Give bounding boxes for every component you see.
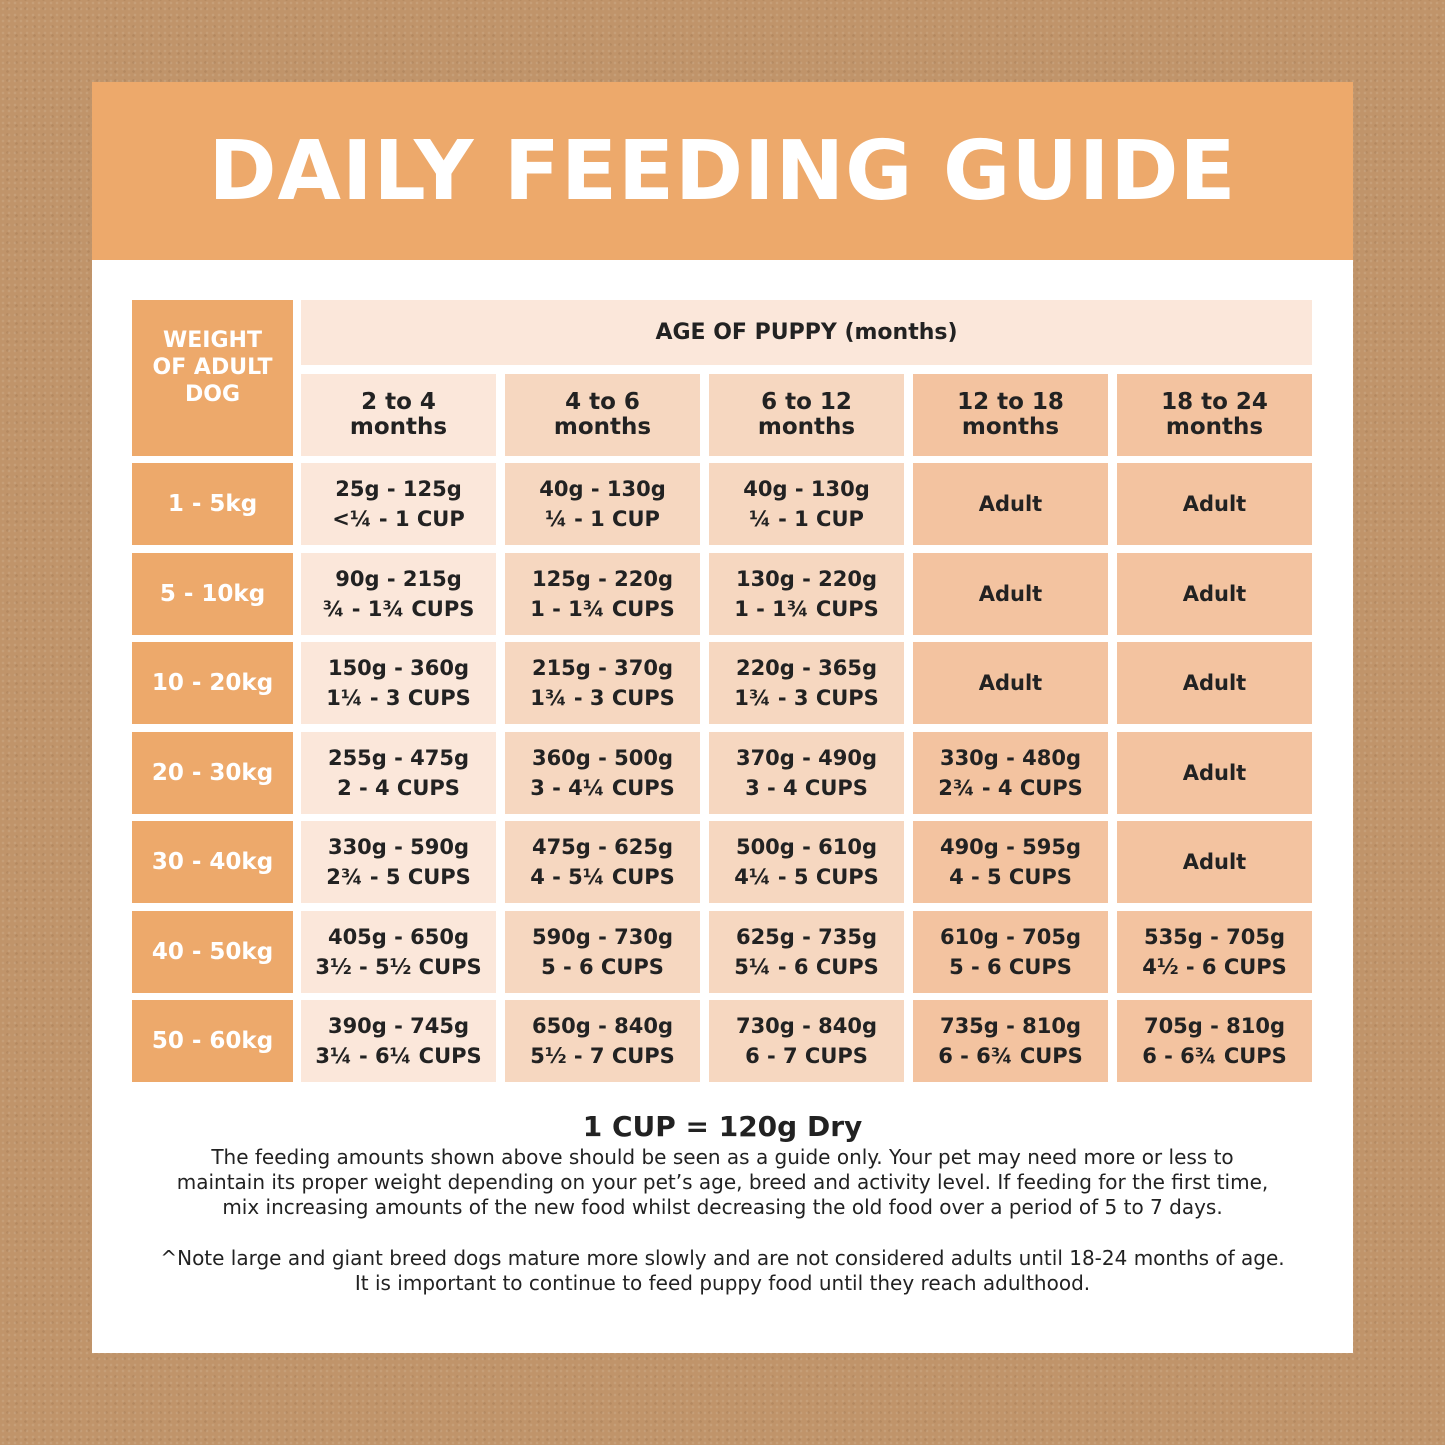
guide-text — [122, 1145, 1323, 1220]
table-cell-line: 2¾ - 5 CUPS — [326, 865, 471, 889]
table-cell-line: 2¾ - 4 CUPS — [938, 776, 1083, 800]
table-cell — [505, 1000, 700, 1082]
feeding-guide-card — [92, 82, 1353, 1353]
table-cell — [301, 553, 496, 635]
row-header-weight: 50 - 60kg — [132, 1000, 293, 1082]
table-cell-line: 125g - 220g — [531, 567, 674, 591]
table-cell-line: 4½ - 6 CUPS — [1142, 955, 1287, 979]
weight-header-line: WEIGHT — [163, 327, 262, 353]
table-cell-line: 215g - 370g — [531, 656, 674, 680]
table-cell — [301, 821, 496, 903]
column-header-line: 18 to 24 — [1161, 389, 1268, 415]
table-cell — [505, 911, 700, 993]
table-cell — [505, 553, 700, 635]
table-cell — [913, 911, 1108, 993]
table-cell-line: Adult — [1182, 850, 1247, 874]
table-cell — [1117, 732, 1312, 814]
table-cell-line: 6 - 6¾ CUPS — [938, 1044, 1083, 1068]
table-cell-line: 330g - 480g — [939, 746, 1082, 770]
table-cell — [709, 642, 904, 724]
age-header — [301, 300, 1312, 365]
guide-line: maintain its proper weight depending on your pet’s age, breed and activity level. If feeding for the first time, — [176, 1170, 1269, 1194]
table-cell-line: 4¼ - 5 CUPS — [734, 865, 879, 889]
column-header-line: 12 to 18 — [957, 389, 1064, 415]
table-cell-line: ¾ - 1¾ CUPS — [322, 597, 475, 621]
table-cell-line: 730g - 840g — [735, 1014, 878, 1038]
note-line: ^Note large and giant breed dogs mature more slowly and are not considered adults until 18-24 months of age. — [160, 1246, 1285, 1270]
table-cell-line: 590g - 730g — [531, 925, 674, 949]
table-cell-line: 5 - 6 CUPS — [949, 955, 1072, 979]
table-cell-line: 150g - 360g — [327, 656, 470, 680]
table-cell-line: 40g - 130g — [743, 477, 870, 501]
table-cell — [1117, 911, 1312, 993]
table-cell — [1117, 642, 1312, 724]
table-cell-line: Adult — [1182, 492, 1247, 516]
table-cell — [1117, 463, 1312, 545]
table-cell-line: 6 - 7 CUPS — [745, 1044, 868, 1068]
table-cell — [709, 553, 904, 635]
table-cell-line: 390g - 745g — [327, 1014, 470, 1038]
row-header-weight: 10 - 20kg — [132, 642, 293, 724]
table-cell — [1117, 553, 1312, 635]
table-cell-line: 1¾ - 3 CUPS — [530, 686, 675, 710]
table-cell-line: Adult — [1182, 671, 1247, 695]
cup-conversion: 1 CUP = 120g Dry — [582, 1110, 863, 1143]
table-cell-line: 5¼ - 6 CUPS — [734, 955, 879, 979]
table-cell-line: 3½ - 5½ CUPS — [315, 955, 482, 979]
column-header-line: months — [961, 414, 1060, 440]
note-line: It is important to continue to feed puppy food until they reach adulthood. — [354, 1271, 1091, 1295]
row-header-weight: 5 - 10kg — [132, 553, 293, 635]
table-cell — [913, 553, 1108, 635]
column-header-line: months — [757, 414, 856, 440]
column-header-line: 4 to 6 — [565, 389, 640, 415]
table-cell-line: 735g - 810g — [939, 1014, 1082, 1038]
weight-header — [132, 300, 293, 456]
table-cell — [913, 821, 1108, 903]
weight-header-line: DOG — [184, 381, 241, 407]
table-cell — [301, 732, 496, 814]
table-cell — [913, 463, 1108, 545]
table-cell — [709, 732, 904, 814]
guide-line: The feeding amounts shown above should be seen as a guide only. Your pet may need more or less to — [211, 1145, 1234, 1169]
table-cell-line: 360g - 500g — [531, 746, 674, 770]
footer-notes — [92, 1109, 1353, 1296]
table-cell-line: Adult — [1182, 582, 1247, 606]
table-cell-line: ¼ - 1 CUP — [749, 507, 864, 531]
row-header-weight: 40 - 50kg — [132, 911, 293, 993]
table-cell — [301, 463, 496, 545]
table-cell-line: 255g - 475g — [327, 746, 470, 770]
table-cell-line: 3¼ - 6¼ CUPS — [315, 1044, 482, 1068]
table-cell-line: 6 - 6¾ CUPS — [1142, 1044, 1287, 1068]
column-header — [709, 374, 904, 456]
table-cell-line: 3 - 4¼ CUPS — [530, 776, 675, 800]
table-cell-line: Adult — [978, 671, 1043, 695]
table-cell — [1117, 1000, 1312, 1082]
table-cell-line: 1¾ - 3 CUPS — [734, 686, 879, 710]
table-cell-line: 705g - 810g — [1143, 1014, 1286, 1038]
table-cell-line: 90g - 215g — [335, 567, 462, 591]
table-cell-line: <¼ - 1 CUP — [332, 507, 465, 531]
table-cell-line: 500g - 610g — [735, 835, 878, 859]
page-title: DAILY FEEDING GUIDE — [208, 123, 1237, 219]
table-cell-line: 4 - 5 CUPS — [949, 865, 1072, 889]
table-cell-line: 1 - 1¾ CUPS — [734, 597, 879, 621]
table-cell-line: 25g - 125g — [335, 477, 462, 501]
table-cell — [913, 642, 1108, 724]
table-cell-line: 3 - 4 CUPS — [745, 776, 868, 800]
age-header-label: AGE OF PUPPY (months) — [655, 320, 958, 345]
column-header-line: months — [1165, 414, 1264, 440]
table-cell — [505, 732, 700, 814]
table-cell-line: ¼ - 1 CUP — [545, 507, 660, 531]
table-cell — [913, 1000, 1108, 1082]
table-cell-line: 130g - 220g — [735, 567, 878, 591]
table-cell-line: 2 - 4 CUPS — [337, 776, 460, 800]
table-cell — [301, 911, 496, 993]
table-cell-line: 5½ - 7 CUPS — [530, 1044, 675, 1068]
row-header-weight: 1 - 5kg — [132, 463, 293, 545]
column-header-line: 6 to 12 — [761, 389, 852, 415]
table-cell-line: 650g - 840g — [531, 1014, 674, 1038]
table-cell-line: Adult — [978, 492, 1043, 516]
weight-header-line: OF ADULT — [152, 354, 273, 380]
table-cell — [505, 642, 700, 724]
table-cell — [301, 642, 496, 724]
table-cell — [913, 732, 1108, 814]
table-cell-line: 475g - 625g — [531, 835, 674, 859]
row-header-weight: 30 - 40kg — [132, 821, 293, 903]
table-cell — [709, 1000, 904, 1082]
table-cell — [709, 821, 904, 903]
table-cell-line: 40g - 130g — [539, 477, 666, 501]
table-cell-line: 490g - 595g — [939, 835, 1082, 859]
table-cell-line: 625g - 735g — [735, 925, 878, 949]
table-cell-line: 1¼ - 3 CUPS — [326, 686, 471, 710]
table-cell — [709, 911, 904, 993]
table-cell — [505, 463, 700, 545]
column-header — [505, 374, 700, 456]
table-cell-line: 535g - 705g — [1143, 925, 1286, 949]
table-cell-line: 4 - 5¼ CUPS — [530, 865, 675, 889]
table-cell-line: Adult — [1182, 761, 1247, 785]
row-header-weight: 20 - 30kg — [132, 732, 293, 814]
table-cell-line: 220g - 365g — [735, 656, 878, 680]
table-cell-line: Adult — [978, 582, 1043, 606]
table-cell — [709, 463, 904, 545]
title-banner — [92, 82, 1353, 260]
column-header-line: months — [553, 414, 652, 440]
guide-line: mix increasing amounts of the new food whilst decreasing the old food over a period of 5 to 7 days. — [222, 1195, 1223, 1219]
maturity-note — [122, 1246, 1323, 1296]
table-cell — [301, 1000, 496, 1082]
table-cell — [505, 821, 700, 903]
feeding-table — [132, 300, 1312, 1084]
table-cell-line: 1 - 1¾ CUPS — [530, 597, 675, 621]
column-header — [301, 374, 496, 456]
column-header-line: months — [349, 414, 448, 440]
column-header — [1117, 374, 1312, 456]
table-cell — [1117, 821, 1312, 903]
table-cell-line: 370g - 490g — [735, 746, 878, 770]
table-cell-line: 330g - 590g — [327, 835, 470, 859]
column-header — [913, 374, 1108, 456]
table-cell-line: 405g - 650g — [327, 925, 470, 949]
table-cell-line: 610g - 705g — [939, 925, 1082, 949]
column-header-line: 2 to 4 — [361, 389, 436, 415]
table-cell-line: 5 - 6 CUPS — [541, 955, 664, 979]
